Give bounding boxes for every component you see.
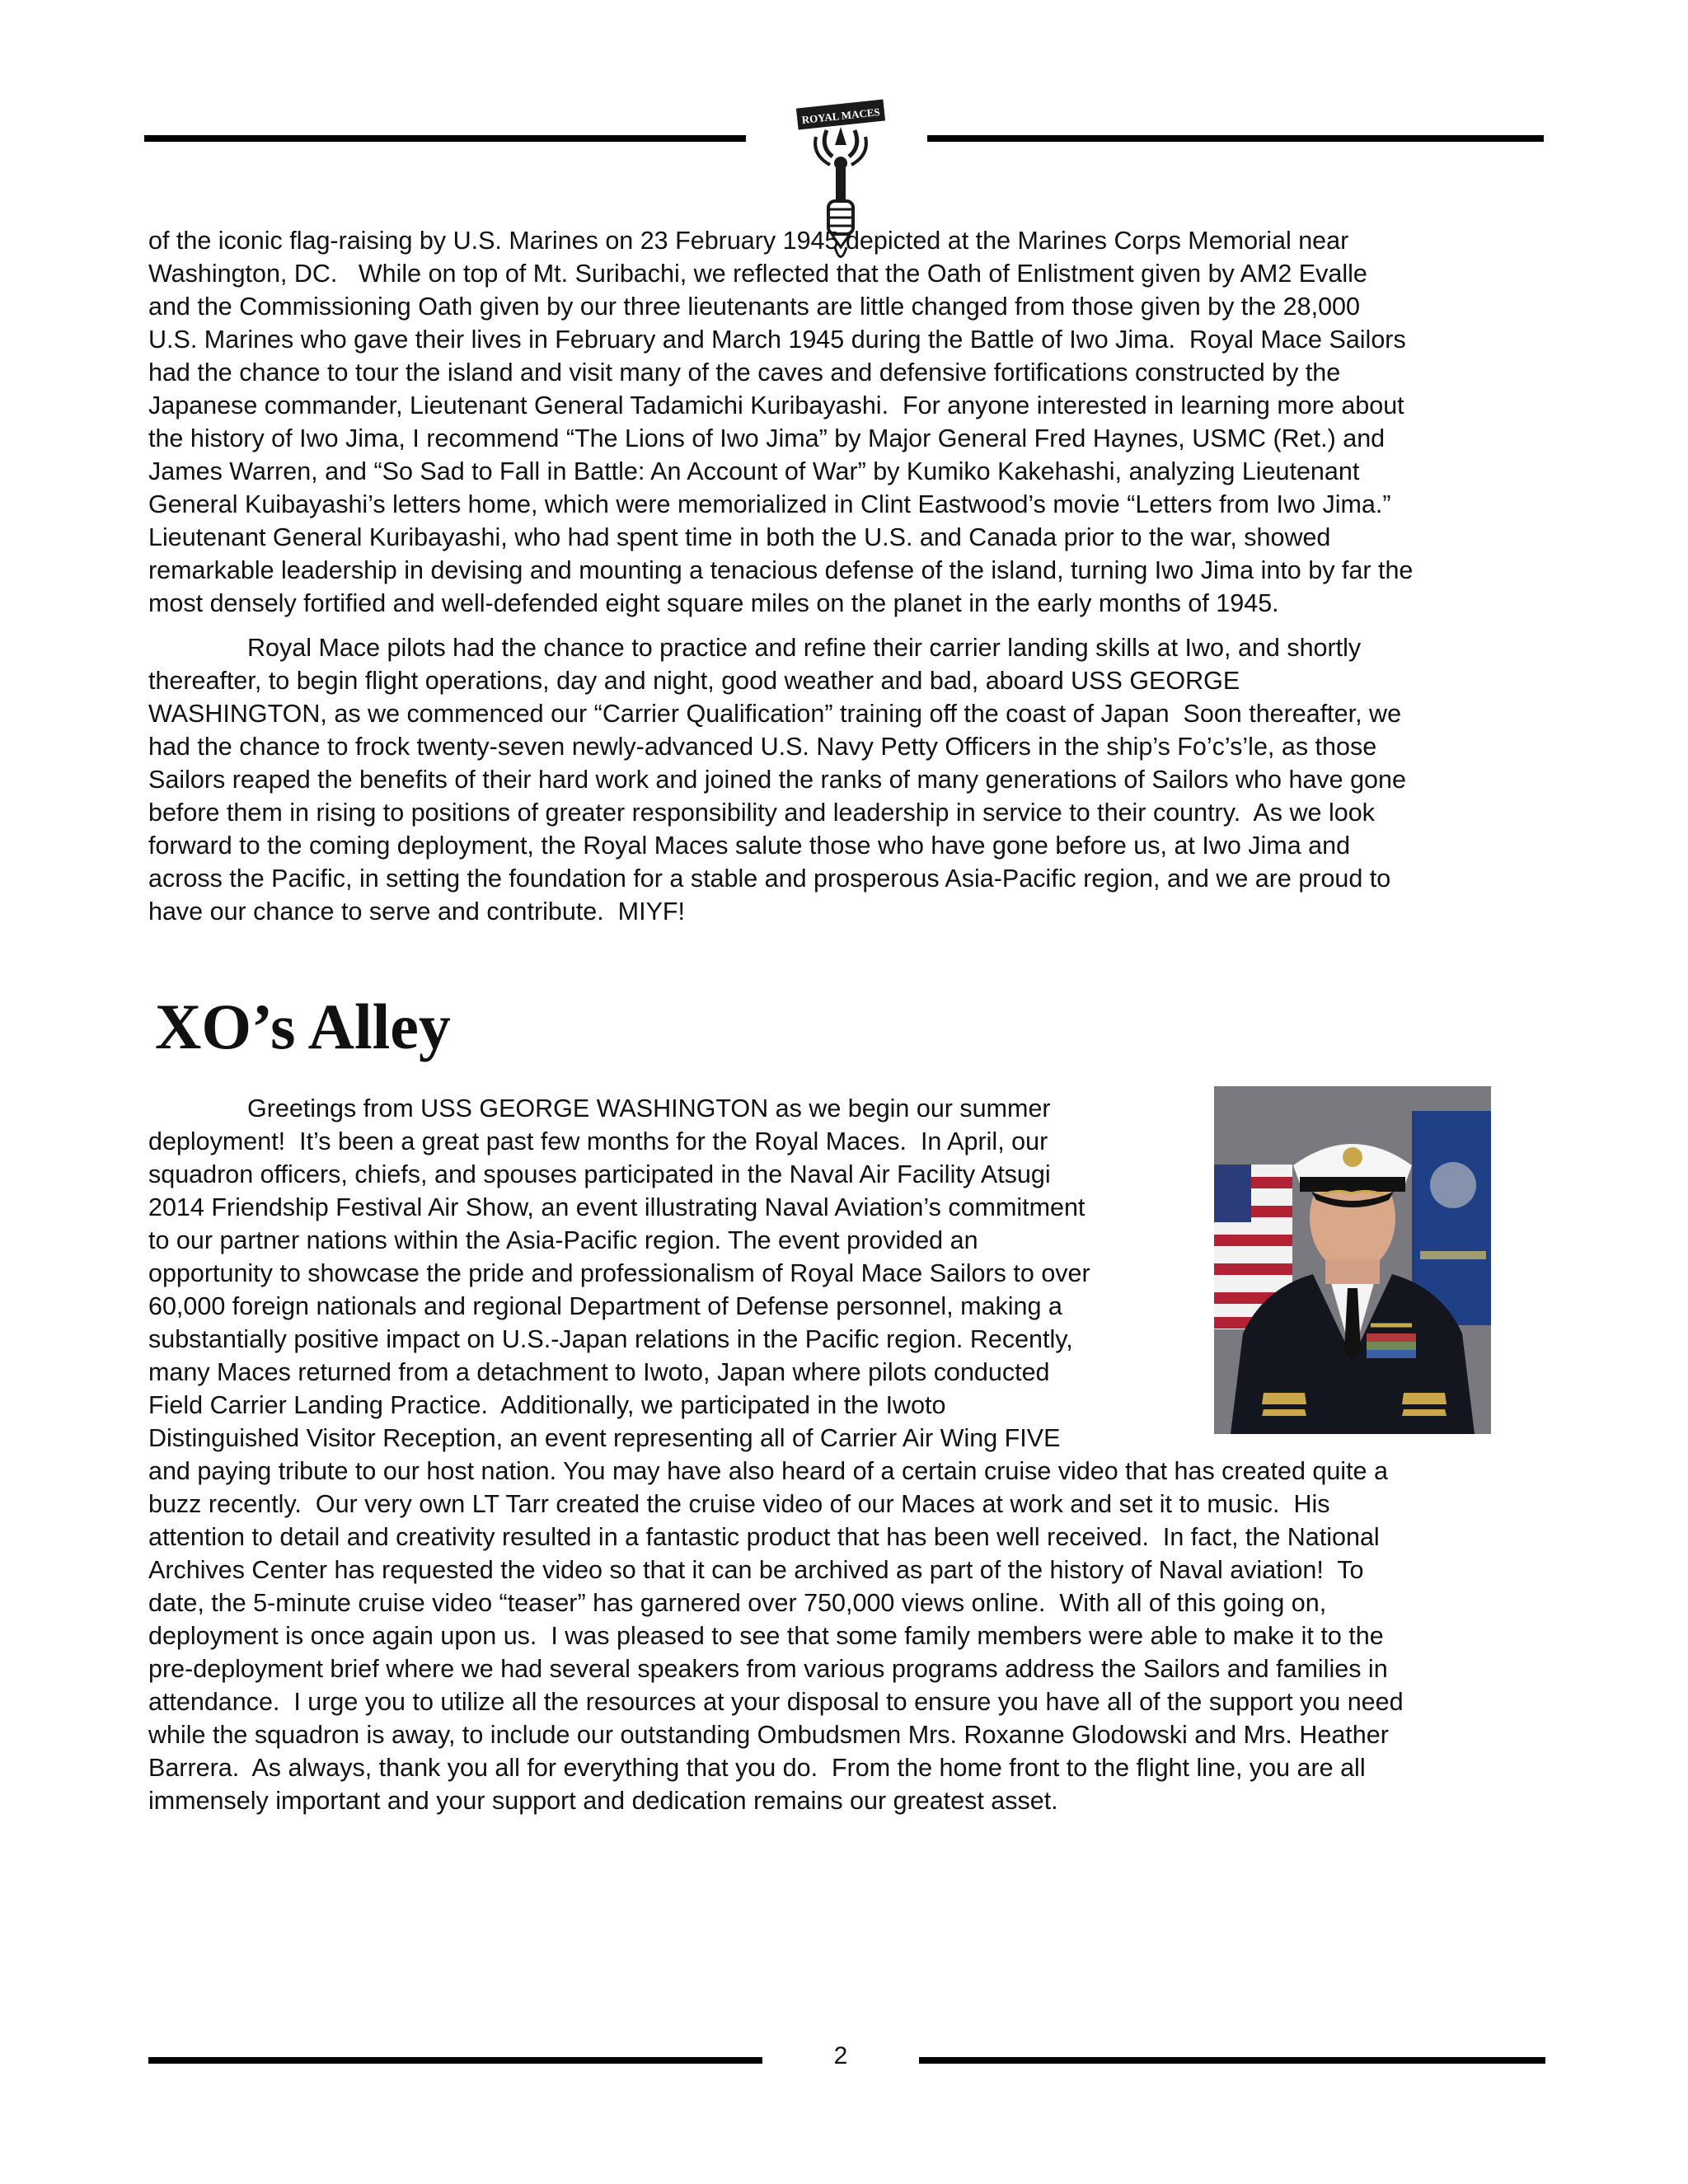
text-line: Field Carrier Landing Practice. Additionally, we participated in the Iwoto — [148, 1391, 946, 1419]
text-line: Royal Mace pilots had the chance to practice and refine their carrier landing skills at Iwo, and shortly — [247, 634, 1362, 662]
text-line: remarkable leadership in devising and mounting a tenacious defense of the island, turning Iwo Jima into by far the — [148, 556, 1414, 584]
text-line: U.S. Marines who gave their lives in February and March 1945 during the Battle of Iwo Jima. Royal Mace Sailors — [148, 326, 1406, 354]
page-number: 2 — [833, 2042, 848, 2069]
text-line: Distinguished Visitor Reception, an event representing all of Carrier Air Wing FIVE — [148, 1424, 1061, 1452]
text-line: 2014 Friendship Festival Air Show, an event illustrating Naval Aviation’s commitment — [148, 1193, 1085, 1221]
text-line: while the squadron is away, to include our outstanding Ombudsmen Mrs. Roxanne Glodowski and Mrs. Heather — [148, 1721, 1389, 1749]
text-line: thereafter, to begin flight operations, day and night, good weather and bad, aboard USS GEORGE — [148, 667, 1240, 695]
text-line: attention to detail and creativity resulted in a fantastic product that has been well received. In fact, the National — [148, 1523, 1380, 1551]
text-line: 60,000 foreign nationals and regional Department of Defense personnel, making a — [148, 1292, 1062, 1320]
text-line: General Kuibayashi’s letters home, which were memorialized in Clint Eastwood’s movie “Letters from Iwo Jima.” — [148, 490, 1391, 518]
text-line: before them in rising to positions of greater responsibility and leadership in service to their country. As we look — [148, 799, 1375, 827]
text-line: Sailors reaped the benefits of their hard work and joined the ranks of many generations of Sailors who have gone — [148, 766, 1406, 794]
text-line: immensely important and your support and dedication remains our greatest asset. — [148, 1787, 1058, 1815]
article-paragraph-carrier-qual — [148, 631, 1550, 928]
text-line: to our partner nations within the Asia-Pacific region. The event provided an — [148, 1226, 978, 1254]
text-line: had the chance to tour the island and visit many of the caves and defensive fortifications constructed by the — [148, 359, 1341, 387]
text-line: across the Pacific, in setting the foundation for a stable and prosperous Asia-Pacific region, and we are proud to — [148, 865, 1391, 893]
text-line: deployment is once again upon us. I was pleased to see that some family members were able to make it to the — [148, 1622, 1384, 1650]
text-line: Japanese commander, Lieutenant General Tadamichi Kuribayashi. For anyone interested in learning more about — [148, 391, 1404, 419]
footer-rule-right — [919, 2057, 1545, 2064]
svg-text:ROYAL MACES: ROYAL MACES — [801, 105, 881, 126]
text-line: WASHINGTON, as we commenced our “Carrier Qualification” training off the coast of Japan Soon thereafter, we — [148, 700, 1402, 728]
text-line: deployment! It’s been a great past few months for the Royal Maces. In April, our — [148, 1127, 1048, 1155]
text-line: squadron officers, chiefs, and spouses participated in the Naval Air Facility Atsugi — [148, 1160, 1051, 1188]
text-line: the history of Iwo Jima, I recommend “The Lions of Iwo Jima” by Major General Fred Haynes, USMC (Ret.) and — [148, 424, 1386, 452]
text-line: opportunity to showcase the pride and professionalism of Royal Mace Sailors to over — [148, 1259, 1090, 1287]
text-line: buzz recently. Our very own LT Tarr created the cruise video of our Maces at work and set it to music. His — [148, 1490, 1330, 1518]
text-line: and the Commissioning Oath given by our three lieutenants are little changed from those given by the 28,000 — [148, 293, 1360, 321]
text-line: forward to the coming deployment, the Royal Maces salute those who have gone before us, at Iwo Jima and — [148, 832, 1351, 860]
article-paragraph-iwo-jima — [148, 224, 1550, 620]
text-line: and paying tribute to our host nation. You may have also heard of a certain cruise video that has created quite a — [148, 1457, 1388, 1485]
text-line: pre-deployment brief where we had several speakers from various programs address the Sailors and families in — [148, 1655, 1388, 1683]
header-rule-right — [927, 135, 1544, 142]
text-line: attendance. I urge you to utilize all the resources at your disposal to ensure you have all of the support you need — [148, 1688, 1404, 1716]
section-heading: XO’s Alley — [155, 991, 451, 1062]
text-line: Barrera. As always, thank you all for everything that you do. From the home front to the flight line, you are all — [148, 1754, 1366, 1782]
text-line: date, the 5-minute cruise video “teaser” has garnered over 750,000 views online. With all of this going on, — [148, 1589, 1327, 1617]
text-line: many Maces returned from a detachment to Iwoto, Japan where pilots conducted — [148, 1358, 1050, 1386]
text-line: of the iconic flag-raising by U.S. Marines on 23 February 1945 depicted at the Marines Corps Memorial near — [148, 227, 1349, 255]
text-line: Greetings from USS GEORGE WASHINGTON as we begin our summer — [247, 1094, 1051, 1122]
text-line: most densely fortified and well-defended eight square miles on the planet in the early months of 1945. — [148, 589, 1279, 617]
footer-rule-left — [148, 2057, 762, 2064]
xo-portrait-photo — [1214, 1086, 1491, 1434]
text-line: Lieutenant General Kuribayashi, who had spent time in both the U.S. and Canada prior to the war, showed — [148, 523, 1331, 551]
text-line: Archives Center has requested the video so that it can be archived as part of the history of Naval aviation! To — [148, 1556, 1364, 1584]
text-line: had the chance to frock twenty-seven newly-advanced U.S. Navy Petty Officers in the ship’s Fo’c’s’le, as those — [148, 733, 1377, 761]
text-line: James Warren, and “So Sad to Fall in Battle: An Account of War” by Kumiko Kakehashi, analyzing Lieutenant — [148, 457, 1360, 485]
text-line: substantially positive impact on U.S.-Japan relations in the Pacific region. Recently, — [148, 1325, 1073, 1353]
text-line: have our chance to serve and contribute. MIYF! — [148, 898, 686, 926]
text-line: Washington, DC. While on top of Mt. Suribachi, we reflected that the Oath of Enlistment given by AM2 Evalle — [148, 260, 1367, 288]
header-rule-left — [144, 135, 746, 142]
